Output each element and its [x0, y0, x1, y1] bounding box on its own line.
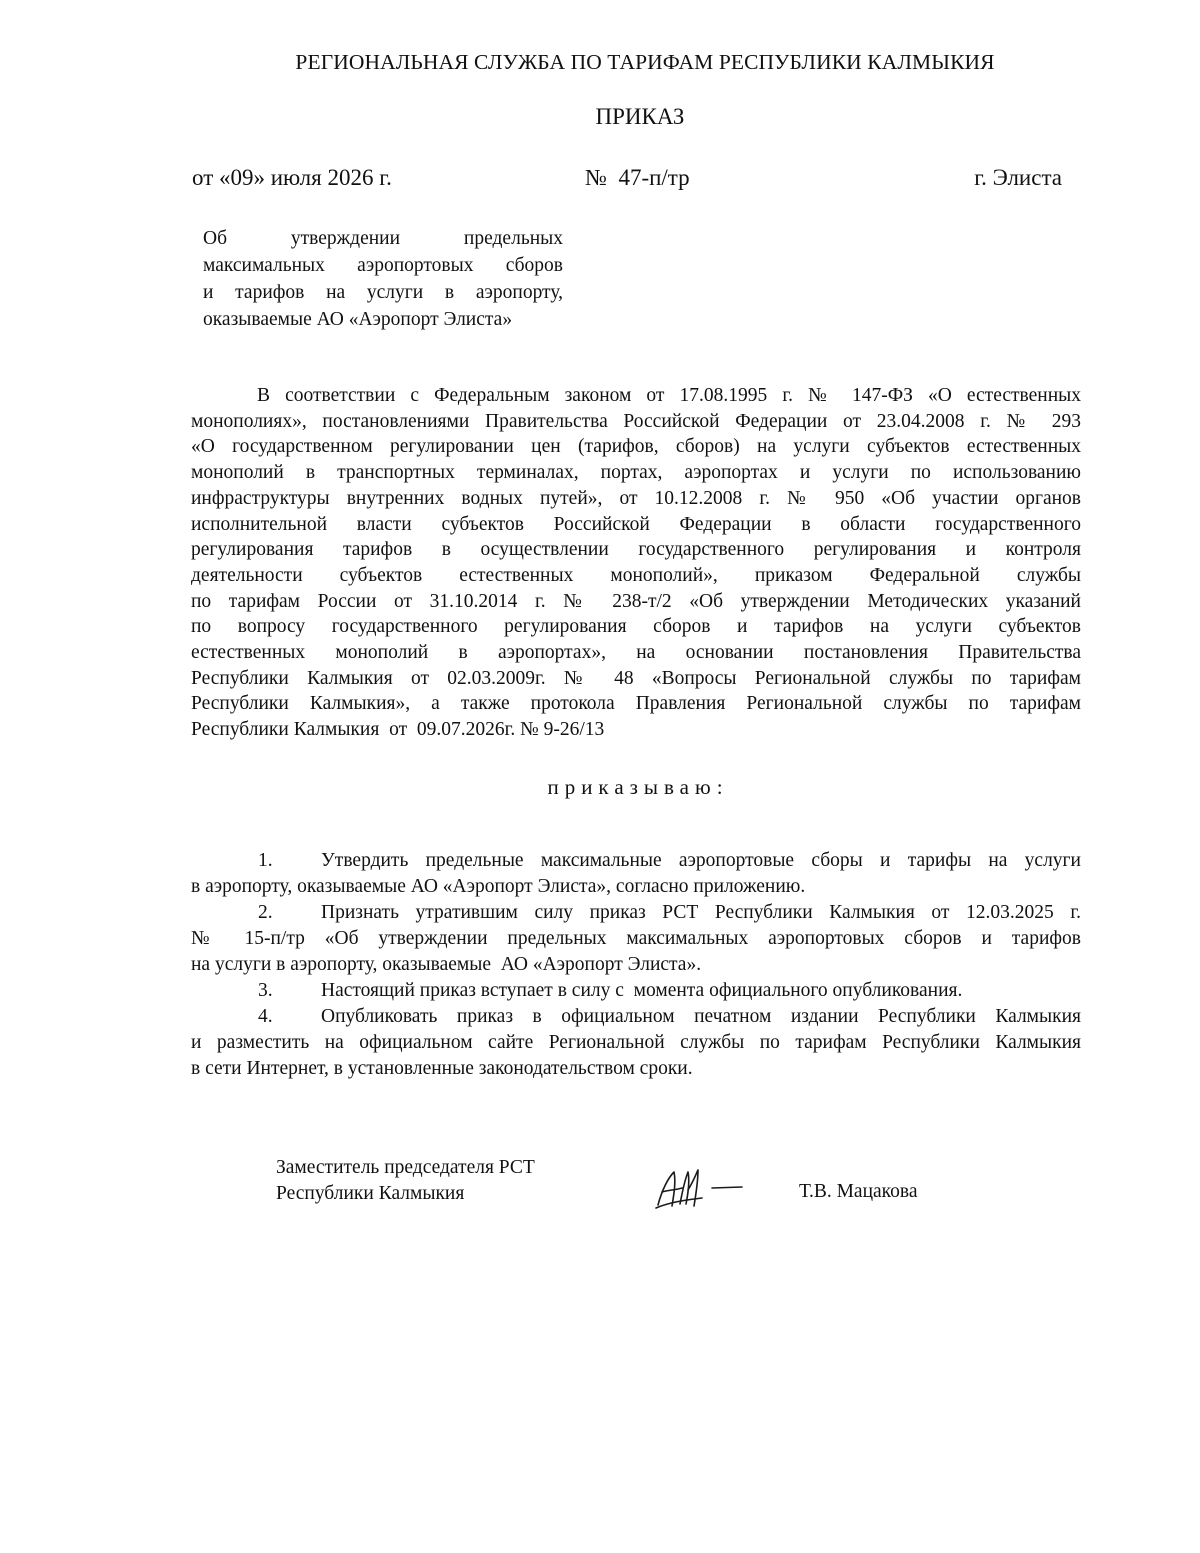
order-item-first-line [191, 900, 1081, 926]
order-item-number: 3. [258, 980, 273, 1001]
subject-line: Об утверждении предельных [203, 228, 563, 249]
order-item-text: Настоящий приказ вступает в силу с момента официального опубликования. [321, 980, 963, 1001]
subject-line: оказываемые АО «Аэропорт Элиста» [203, 309, 513, 330]
signatory-position-line: Республики Калмыкия [276, 1183, 465, 1204]
order-city: г. Элиста [974, 165, 1062, 190]
order-item-first-line [191, 1004, 1081, 1030]
preamble-line: Республики Калмыкия от 09.07.2026г. № 9-26/13 [191, 719, 605, 741]
order-item-line: и разместить на официальном сайте Региональной службы по тарифам Республики Калмыкия [191, 1032, 1081, 1053]
organization-heading: РЕГИОНАЛЬНАЯ СЛУЖБА ПО ТАРИФАМ РЕСПУБЛИКИ КАЛМЫКИЯ [295, 50, 995, 74]
preamble-line: исполнительной власти субъектов Российской Федерации в области государственного [191, 513, 1081, 535]
subject-line: максимальных аэропортовых сборов [203, 255, 563, 276]
order-item-first-line [191, 978, 1081, 1004]
order-item [191, 900, 1081, 978]
signatory-name: Т.В. Мацакова [799, 1181, 918, 1202]
order-item-first-line [191, 848, 1081, 874]
preamble-line: деятельности субъектов естественных монополий», приказом Федеральной службы [191, 564, 1081, 586]
order-item [191, 848, 1081, 900]
order-meta-row [192, 165, 1062, 195]
order-items-list [191, 848, 1081, 1082]
order-item-number: 1. [258, 850, 273, 871]
preamble-line: регулирования тарифов в осуществлении государственного регулирования и контроля [191, 539, 1081, 561]
order-subject [203, 225, 563, 333]
order-item [191, 978, 1081, 1004]
preamble-line: «О государственном регулировании цен (тарифов, сборов) на услуги субъектов естественных [191, 436, 1081, 458]
preamble-line: естественных монополий в аэропортах», на основании постановления Правительства [191, 642, 1081, 664]
signatory-position [276, 1155, 535, 1207]
order-item-number: 4. [258, 1006, 273, 1027]
preamble-line: монополиях», постановлениями Правительства Российской Федерации от 23.04.2008 г. № 293 [191, 410, 1081, 432]
preamble-line: Республики Калмыкия от 02.03.2009г. № 48 «Вопросы Региональной службы по тарифам [191, 667, 1081, 689]
signatory-position-line: Заместитель председателя РСТ [276, 1157, 535, 1178]
order-item-line: на услуги в аэропорту, оказываемые АО «Аэропорт Элиста». [191, 954, 702, 975]
order-item-line: в аэропорту, оказываемые АО «Аэропорт Элиста», согласно приложению. [191, 876, 806, 897]
document-type-title: ПРИКАЗ [595, 104, 685, 129]
subject-line: и тарифов на услуги в аэропорту, [203, 282, 563, 303]
preamble-line: В соответствии с Федеральным законом от 17.08.1995 г. № 147-ФЗ «О естественных [257, 385, 1081, 406]
order-item-number: 2. [258, 902, 273, 923]
order-item-line: в сети Интернет, в установленные законодательством сроки. [191, 1058, 693, 1079]
preamble-line: инфраструктуры внутренних водных путей», от 10.12.2008 г. № 950 «Об участии органов [191, 487, 1081, 509]
order-item [191, 1004, 1081, 1082]
order-item-text: Признать утратившим силу приказ РСТ Республики Калмыкия от 12.03.2025 г. [321, 902, 1081, 923]
order-decree-word: приказываю: [547, 775, 729, 799]
order-item-text: Опубликовать приказ в официальном печатном издании Республики Калмыкия [321, 1006, 1081, 1027]
order-date: от «09» июля 2026 г. [192, 165, 392, 190]
preamble-line: по тарифам России от 31.10.2014 г. № 238-т/2 «Об утверждении Методических указаний [191, 590, 1081, 612]
order-item-text: Утвердить предельные максимальные аэропортовые сборы и тарифы на услуги [321, 850, 1081, 871]
order-number: № 47-п/тр [585, 165, 690, 190]
order-item-line: № 15-п/тр «Об утверждении предельных максимальных аэропортовых сборов и тарифов [191, 928, 1081, 949]
preamble-line: монополий в транспортных терминалах, портах, аэропортах и услуги по использованию [191, 462, 1081, 484]
preamble-line: Республики Калмыкия», а также протокола Правления Региональной службы по тарифам [191, 693, 1081, 715]
handwritten-signature [650, 1160, 745, 1220]
preamble-line: по вопросу государственного регулирования сборов и тарифов на услуги субъектов [191, 616, 1081, 638]
preamble-paragraph [191, 383, 1081, 743]
